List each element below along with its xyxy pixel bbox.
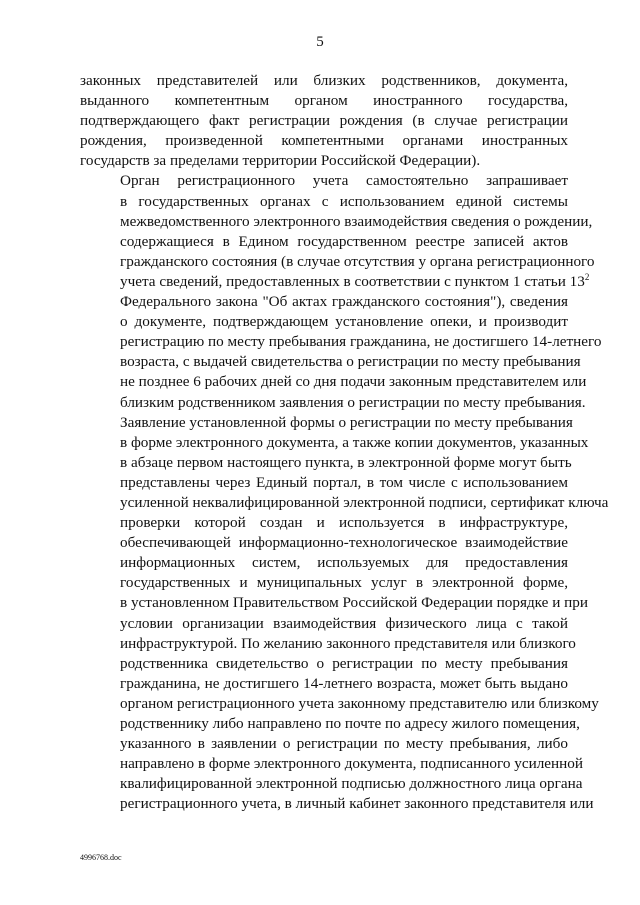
text-line: возраста, с выдачей свидетельства о регистрации по месту пребывания: [120, 353, 581, 371]
text-line: представлены через Единый портал, в том числе с использованием: [120, 473, 568, 491]
text-line: Федерального закона "Об актах гражданского состояния"), сведения: [120, 293, 568, 311]
text-line: учета сведений, предоставленных в соответствии с пунктом 1 статьи $13^2$: [120, 271, 590, 290]
text-line: межведомственного электронного взаимодействия сведения о рождении,: [120, 212, 593, 230]
text-line: регистрационного учета, в личный кабинет законного представителя или: [120, 795, 594, 813]
text-line: направлено в форме электронного документа, подписанного усиленной: [120, 755, 583, 773]
text-line: в установленном Правительством Российской Федерации порядке и при: [120, 594, 588, 612]
text-line: Орган регистрационного учета самостоятельно запрашивает: [120, 172, 568, 190]
text-line: усиленной неквалифицированной электронной подписи, сертификат ключа: [120, 493, 609, 511]
paragraph-1: [80, 71, 568, 171]
text-line: обеспечивающей информационно-технологическое взаимодействие: [120, 534, 568, 552]
text-line: о документе, подтверждающем установление опеки, и производит: [120, 313, 568, 331]
page-number: 5: [316, 34, 324, 50]
text-line: государств за пределами территории Российской Федерации).: [80, 152, 481, 170]
text-line: близким родственником заявления о регистрации по месту пребывания.: [120, 393, 586, 411]
text-line: рождения, произведенной компетентными органами иностранных: [80, 132, 568, 150]
text-line: квалифицированной электронной подписью должностного лица органа: [120, 775, 583, 793]
text-line: выданного компетентным органом иностранного государства,: [80, 92, 568, 110]
text-line: содержащиеся в Едином государственном реестре записей актов: [120, 232, 568, 250]
text-line: инфраструктурой. По желанию законного представителя или близкого: [120, 634, 576, 652]
footer-filename: 4996768.doc: [80, 853, 122, 862]
text-line: указанного в заявлении о регистрации по месту пребывания, либо: [120, 735, 568, 753]
text-line: условии организации взаимодействия физического лица с такой: [120, 614, 568, 632]
text-line: подтверждающего факт регистрации рождения (в случае регистрации: [80, 112, 568, 130]
text-line: гражданского состояния (в случае отсутствия у органа регистрационного: [120, 252, 595, 270]
text-line: родственника свидетельство о регистрации по месту пребывания: [120, 654, 568, 672]
text-line: органом регистрационного учета законному представителю или близкому: [120, 694, 599, 712]
text-line: родственнику либо направлено по почте по адресу жилого помещения,: [120, 715, 580, 732]
text-line: законных представителей или близких родственников, документа,: [80, 72, 568, 89]
text-line: информационных систем, используемых для предоставления: [120, 554, 568, 572]
paragraph-2: [80, 171, 602, 412]
text-line: не позднее 6 рабочих дней со дня подачи законным представителем или: [120, 373, 587, 391]
text-line: в форме электронного документа, а также копии документов, указанных: [120, 433, 589, 451]
text-line: гражданина, не достигшего 14-летнего возраста, может быть выдано: [120, 674, 568, 692]
text-line: проверки которой создан и используется в инфраструктуре,: [120, 514, 568, 532]
text-line: государственных и муниципальных услуг в электронной форме,: [120, 574, 568, 592]
paragraph-3: [80, 413, 609, 815]
text-line: Заявление установленной формы о регистрации по месту пребывания: [120, 413, 573, 431]
text-line: в абзаце первом настоящего пункта, в электронной форме могут быть: [120, 453, 572, 471]
text-line: регистрацию по месту пребывания гражданина, не достигшего 14-летнего: [120, 333, 602, 351]
superscript: 2: [584, 271, 590, 282]
document-body: [80, 71, 609, 814]
text-line: в государственных органах с использованием единой системы: [120, 192, 568, 210]
